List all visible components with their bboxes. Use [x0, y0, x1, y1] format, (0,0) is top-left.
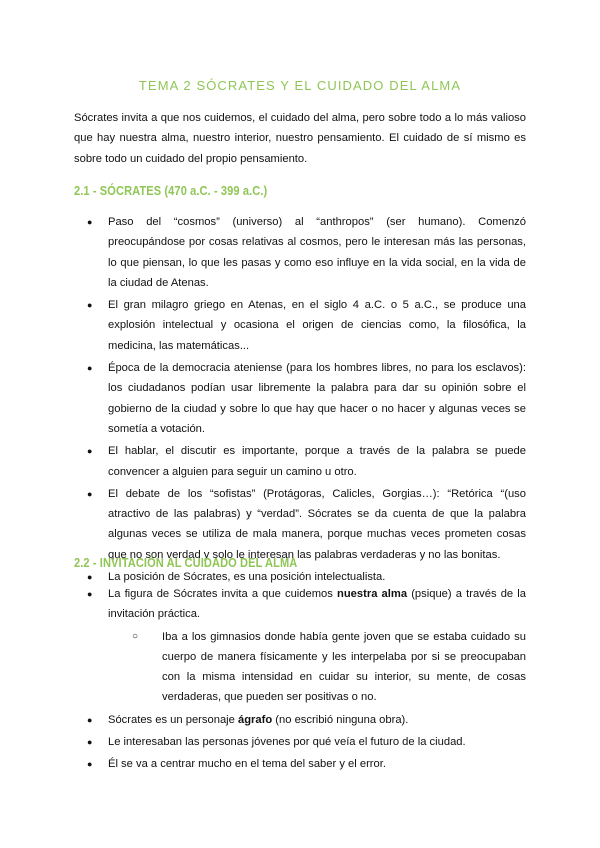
section2-bullet-list — [74, 584, 526, 777]
bullet-icon: ● — [87, 446, 93, 457]
bullet-icon: ● — [87, 572, 93, 583]
list-item — [74, 754, 526, 774]
list-item-text: La figura de Sócrates invita a que cuidemos — [108, 588, 337, 600]
list-item-text: Paso del “cosmos” (universo) al “anthropos” (ser humano). Comenzó preocupándose por cosas relativas al cosmos, pero le interesan más las personas, lo que piensan, lo que les pasas y como eso influye en la vida social, en la vida de la ciudad de Atenas. — [108, 216, 526, 289]
list-item — [74, 295, 526, 356]
list-item-text: Sócrates es un personaje — [108, 713, 238, 726]
bullet-icon: ● — [87, 217, 93, 227]
bullet-icon: ● — [87, 589, 93, 599]
list-item-text: (psique) a través de la invitación práctica. — [108, 588, 526, 621]
list-item-bold-text: ágrafo — [237, 713, 273, 726]
list-item-text: (no escribió ninguna obra). — [272, 713, 409, 726]
section-heading-socrates: 2.1 - SÓCRATES (470 a.C. - 399 a.C.) — [74, 184, 268, 198]
list-item — [74, 212, 526, 293]
intro-paragraph: Sócrates invita a que nos cuidemos, el cuidado del alma, pero sobre todo a lo más valioso que hay nuestra alma, nuestro interior, nuestro pensamiento. El cuidado de sí mismo es sobre todo un cuidado del propio pensamiento. — [74, 112, 526, 165]
list-item — [74, 584, 526, 708]
list-item-text: La posición de Sócrates, es una posición intelectualista. — [108, 571, 386, 584]
bullet-icon: ● — [87, 363, 93, 374]
list-item-text: Él se va a centrar mucho en el tema del saber y el error. — [108, 758, 386, 771]
bullet-icon: ● — [87, 300, 93, 311]
document-title: TEMA 2 SÓCRATES Y EL CUIDADO DEL ALMA — [138, 78, 462, 93]
list-item-bold-text: nuestra alma — [337, 588, 408, 600]
list-item — [74, 484, 526, 565]
list-item — [74, 732, 526, 752]
list-item — [74, 358, 526, 439]
list-item — [74, 710, 526, 730]
bullet-icon: ● — [87, 737, 93, 748]
list-item-text: El hablar, el discutir es importante, porque a través de la palabra se puede convencer a alguien para seguir un camino u otro. — [108, 445, 526, 478]
list-item-text: El gran milagro griego en Atenas, en el siglo 4 a.C. o 5 a.C., se produce una explosión intelectual y ocasiona el origen de ciencias como, la filosófica, la medicina, las matemáticas... — [108, 299, 526, 352]
list-item-text: El debate de los “sofistas” (Protágoras, Calicles, Gorgias…): “Retórica “(uso atractivo de las palabras) y “verdad”. Sócrates se da cuenta de que la palabra algunas veces se utiliza de mala manera, porque muchas veces prometen cosas que no son verdad y solo le interesan las palabras verdaderas y no las bonitas. — [108, 487, 526, 561]
section-heading-invitacion: 2.2 - INVITACIÓN AL CUIDADO DEL ALMA — [74, 556, 298, 570]
circle-bullet-icon: ○ — [132, 630, 139, 642]
list-item-text: Le interesaban las personas jóvenes por qué veía el futuro de la ciudad. — [108, 736, 466, 749]
sub-list-item — [74, 627, 526, 708]
section1-bullet-list — [74, 212, 526, 589]
sub-bullet-list — [108, 627, 526, 708]
bullet-icon: ● — [87, 488, 93, 499]
list-item-text: Época de la democracia ateniense (para los hombres libres, no para los esclavos): los ciudadanos podían usar libremente la palabra para dar su opinión sobre el gobierno de la ciudad y sobre lo que hay que hacer o no hacer y algunas veces se sometía a votación. — [108, 362, 526, 435]
sub-list-item-text: Iba a los gimnasios donde había gente joven que se estaba cuidado su cuerpo de manera físicamente y les interpelaba por si se preocupaban con la misma intensidad en cuidar su interior, su mente, de cosas verdaderas, que pueden ser positivas o no. — [162, 630, 526, 704]
list-item — [74, 441, 526, 482]
bullet-icon: ● — [87, 714, 93, 725]
bullet-icon: ● — [87, 759, 93, 770]
